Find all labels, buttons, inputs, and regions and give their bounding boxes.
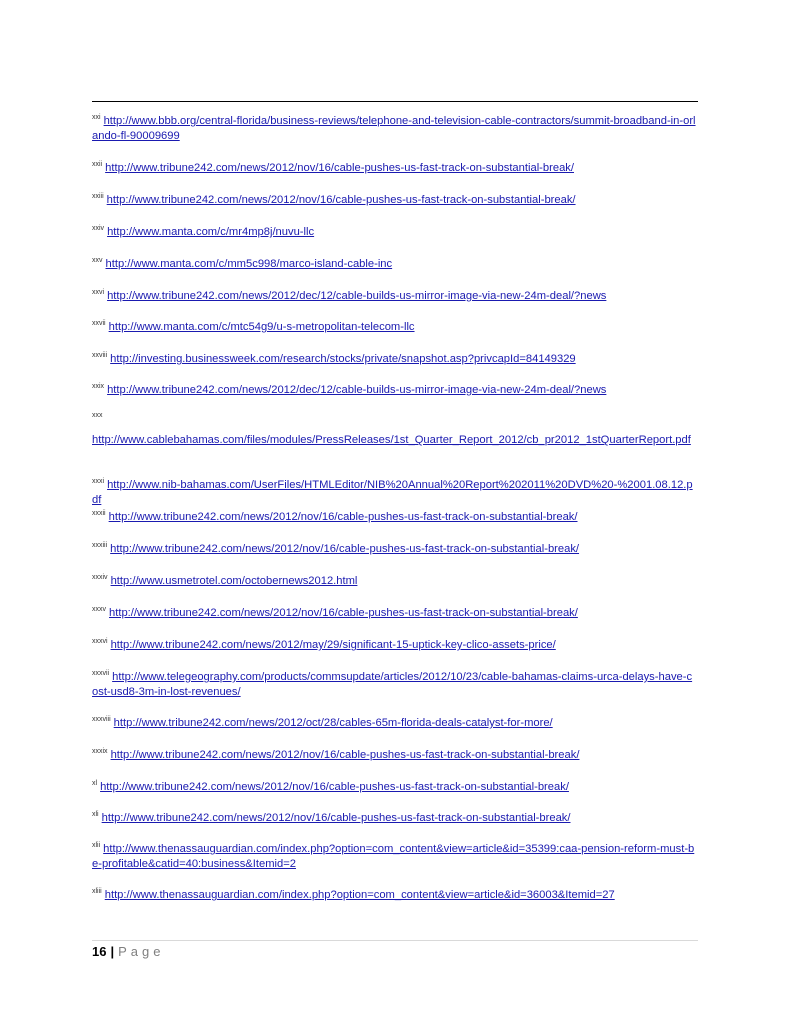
endnote-marker: xxxix [92,748,108,755]
endnote-marker: xxxv [92,606,106,613]
endnote [92,253,698,272]
endnote-marker: xxiii [92,193,104,200]
endnote [92,221,698,240]
endnote [92,807,698,826]
endnote-marker: xxvi [92,289,105,296]
endnote-link[interactable]: http://www.tribune242.com/news/2012/oct/28/cables-65m-florida-deals-catalyst-for-more/ [113,717,553,729]
endnote-link[interactable]: http://www.tribune242.com/news/2012/nov/16/cable-pushes-us-fast-track-on-substantial-break/ [108,511,578,523]
endnote-marker: xxix [92,383,105,390]
page-number: 16 [92,944,107,959]
endnote-marker: xxxvii [92,670,110,677]
endnote-link[interactable]: http://investing.businessweek.com/research/stocks/private/snapshot.asp?privcapId=84149329 [110,353,576,365]
endnote-marker: xxxvi [92,638,108,645]
endnote-link[interactable]: http://www.tribune242.com/news/2012/nov/16/cable-pushes-us-fast-track-on-substantial-break/ [100,781,569,793]
endnote-marker: xxxi [92,478,105,485]
footnote-separator-line [92,101,698,102]
endnote-link[interactable]: http://www.tribune242.com/news/2012/dec/12/cable-builds-us-mirror-image-via-new-24m-deal/?news [107,290,607,302]
endnote-link[interactable]: http://www.tribune242.com/news/2012/nov/16/cable-pushes-us-fast-track-on-substantial-break/ [110,543,580,555]
endnote [92,776,698,795]
endnote-marker: xxxii [92,510,106,517]
page-separator: | [110,944,115,959]
endnote [92,379,698,398]
endnote-link[interactable]: http://www.usmetrotel.com/octobernews2012.html [110,575,358,587]
endnote [92,189,698,208]
endnote-marker: xxi [92,114,101,121]
endnote [92,538,698,557]
endnote-marker: xlii [92,842,101,849]
endnote [92,712,698,731]
endnote [92,602,698,621]
endnote-link[interactable]: http://www.manta.com/c/mm5c998/marco-island-cable-inc [105,258,393,270]
endnote-link[interactable]: http://www.cablebahamas.com/files/modules/PressReleases/1st_Quarter_Report_2012/cb_pr2012_1stQuarterReport.pdf [92,434,691,446]
endnote-link[interactable]: http://www.bbb.org/central-florida/business-reviews/telephone-and-television-cable-contractors/summit-broadband-in-orlando-fl-90009699 [92,115,696,142]
endnote-link[interactable]: http://www.tribune242.com/news/2012/nov/16/cable-pushes-us-fast-track-on-substantial-break/ [109,607,578,619]
endnote [92,744,698,763]
endnote-link[interactable]: http://www.tribune242.com/news/2012/dec/12/cable-builds-us-mirror-image-via-new-24m-deal/?news [107,384,607,396]
endnote [92,506,698,525]
endnote-link[interactable]: http://www.thenassauguardian.com/index.php?option=com_content&view=article&id=36003&Itemid=27 [104,889,615,901]
endnote-link[interactable]: http://www.telegeography.com/products/commsupdate/articles/2012/10/23/cable-bahamas-claims-urca-delays-have-cost-usd8-3m-in-lost-revenues/ [92,671,693,698]
endnote-marker: xxiv [92,225,105,232]
endnote-marker: xxvii [92,320,106,327]
endnote [92,884,698,903]
page-label: Page [118,944,165,959]
endnote-link[interactable]: http://www.manta.com/c/mtc54g9/u-s-metropolitan-telecom-llc [108,321,415,333]
footer-rule [92,940,698,941]
endnote-marker: xxx [92,412,103,419]
endnote-link[interactable]: http://www.manta.com/c/mr4mp8j/nuvu-llc [107,226,315,238]
endnote-marker: xxviii [92,352,108,359]
endnote-link[interactable]: http://www.thenassauguardian.com/index.php?option=com_content&view=article&id=35399:caa-pension-reform-must-be-profitable&catid=40:business&Itemid=2 [92,843,695,870]
endnote [92,474,698,508]
endnote [92,666,698,700]
endnote-marker: xxii [92,161,103,168]
endnote-marker: xxxviii [92,716,111,723]
page-footer [92,944,164,959]
endnote-link[interactable]: http://www.nib-bahamas.com/UserFiles/HTMLEditor/NIB%20Annual%20Report%202011%20DVD%20-%2001.08.12.pdf [92,479,693,506]
endnote [92,570,698,589]
endnote-link[interactable]: http://www.tribune242.com/news/2012/nov/16/cable-pushes-us-fast-track-on-substantial-break/ [110,749,580,761]
endnote-marker: xl [92,780,98,787]
endnote [92,157,698,176]
endnote-marker: xli [92,811,99,818]
endnote [92,285,698,304]
endnote-marker: xxxiv [92,574,108,581]
endnote-link[interactable]: http://www.tribune242.com/news/2012/nov/16/cable-pushes-us-fast-track-on-substantial-break/ [105,162,574,174]
endnote-link[interactable]: http://www.tribune242.com/news/2012/may/29/significant-15-uptick-key-clico-assets-price/ [110,639,556,651]
endnote [92,634,698,653]
endnote-marker: xxv [92,257,103,264]
endnote-link[interactable]: http://www.tribune242.com/news/2012/nov/16/cable-pushes-us-fast-track-on-substantial-break/ [101,812,571,824]
endnote [92,408,698,448]
endnote [92,316,698,335]
endnote [92,348,698,367]
endnote [92,838,698,872]
endnote-marker: xxxiii [92,542,108,549]
endnote [92,110,698,144]
endnote-marker: xliii [92,888,102,895]
endnote-link[interactable]: http://www.tribune242.com/news/2012/nov/16/cable-pushes-us-fast-track-on-substantial-break/ [106,194,576,206]
